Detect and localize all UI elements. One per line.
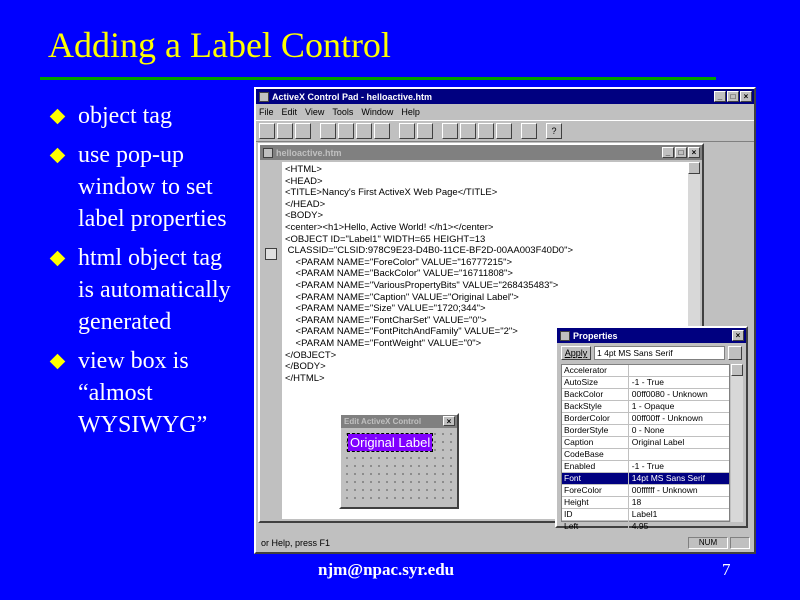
property-value: 4.95	[631, 521, 649, 531]
code-line: <PARAM NAME="BackColor" VALUE="16711808">	[285, 268, 513, 280]
property-name: BorderColor	[562, 413, 629, 424]
menu-edit[interactable]: Edit	[281, 107, 298, 117]
property-builder-button[interactable]	[728, 346, 742, 360]
original-label-control[interactable]: Original Label	[350, 435, 431, 450]
property-row[interactable]	[562, 473, 729, 485]
property-row[interactable]	[562, 389, 729, 401]
paste-icon[interactable]	[356, 123, 372, 139]
property-value: 00ff00ff - Unknown	[631, 413, 703, 423]
bullet-item	[50, 345, 235, 441]
menu-help[interactable]: Help	[401, 107, 420, 117]
code-line: <BODY>	[285, 210, 324, 222]
properties-window	[555, 326, 748, 531]
editor-gutter	[262, 162, 280, 519]
property-row[interactable]	[562, 509, 729, 521]
help-icon[interactable]: ?	[546, 123, 562, 139]
document-titlebar[interactable]	[260, 145, 702, 160]
edit-control-title: Edit ActiveX Control	[344, 417, 422, 426]
app-title: ActiveX Control Pad - helloactive.htm	[272, 91, 433, 102]
code-line: </HTML>	[285, 372, 325, 384]
code-line: <PARAM NAME="FontCharSet" VALUE="0">	[285, 314, 487, 326]
property-row[interactable]	[562, 437, 729, 449]
toolbar	[256, 120, 754, 142]
apply-button[interactable]: Apply	[561, 346, 591, 360]
diamond-bullet-icon	[50, 251, 66, 267]
code-line: </BODY>	[285, 361, 326, 373]
code-line: <PARAM NAME="ForeColor" VALUE="16777215">	[285, 256, 512, 268]
property-value	[629, 365, 729, 376]
app-icon	[259, 92, 269, 102]
bullet-list	[50, 100, 235, 448]
folder-icon[interactable]	[521, 123, 537, 139]
property-row[interactable]	[562, 425, 729, 437]
code-line: CLASSID="CLSID:978C9E23-D4B0-11CE-BF2D-00AA003F40D0">	[285, 245, 574, 257]
bullet-text: html object tag is automatically generated	[78, 245, 231, 335]
bullet-text: object tag	[78, 103, 172, 129]
property-name: BackStyle	[562, 401, 629, 412]
property-row[interactable]	[562, 413, 729, 425]
code-line: </OBJECT>	[285, 349, 337, 361]
properties-close-button[interactable]: ×	[732, 330, 744, 341]
code-line: <HEAD>	[285, 175, 323, 187]
properties-scroll-up-button[interactable]	[731, 364, 743, 376]
property-value: 18	[631, 497, 642, 507]
object-marker-icon[interactable]	[265, 248, 277, 260]
property-name: Font	[562, 473, 629, 484]
property-value: 1 - Opaque	[631, 401, 675, 411]
status-indicator: NUM	[688, 537, 728, 549]
property-value	[629, 449, 729, 460]
property-name: ForeColor	[562, 485, 629, 496]
property-value: -1 - True	[631, 461, 664, 471]
edit-activex-control-window	[339, 413, 459, 509]
doc-minimize-button[interactable]: _	[662, 147, 674, 158]
slide-title: Adding a Label Control	[48, 25, 391, 65]
properties-titlebar[interactable]	[557, 328, 746, 343]
control-icon[interactable]	[442, 123, 458, 139]
menu-file[interactable]: File	[259, 107, 274, 117]
property-name: Enabled	[562, 461, 629, 472]
doc-close-button[interactable]: ×	[688, 147, 700, 158]
property-value: 00ff0080 - Unknown	[631, 389, 708, 399]
property-row[interactable]	[562, 365, 729, 377]
title-divider	[40, 77, 716, 80]
copy-icon[interactable]	[338, 123, 354, 139]
redo-icon[interactable]	[417, 123, 433, 139]
cut-icon[interactable]	[320, 123, 336, 139]
code-line: <OBJECT ID="Label1" WIDTH=65 HEIGHT=13	[285, 233, 486, 245]
property-row[interactable]	[562, 521, 729, 533]
property-row[interactable]	[562, 485, 729, 497]
properties-scrollbar[interactable]	[731, 364, 743, 522]
property-name: BackColor	[562, 389, 629, 400]
property-name: CodeBase	[562, 449, 629, 460]
edit-control-close-button[interactable]: ×	[443, 416, 455, 426]
code-line: </HEAD>	[285, 198, 326, 210]
bullet-item	[50, 242, 235, 338]
code-line: <PARAM NAME="FontPitchAndFamily" VALUE="2">	[285, 326, 518, 338]
property-name: ID	[562, 509, 629, 520]
property-name: BorderStyle	[562, 425, 629, 436]
edit-control-titlebar[interactable]	[341, 415, 457, 428]
property-name: Caption	[562, 437, 629, 448]
document-icon	[263, 148, 273, 158]
property-value: -1 - True	[631, 377, 664, 387]
properties-icon	[560, 331, 570, 341]
status-text: or Help, press F1	[261, 538, 331, 548]
diamond-bullet-icon	[50, 354, 66, 370]
code-line: <HTML>	[285, 164, 322, 175]
maximize-button[interactable]: □	[727, 91, 739, 102]
property-row[interactable]	[562, 497, 729, 509]
property-row[interactable]	[562, 401, 729, 413]
property-name: Left	[562, 521, 629, 532]
bullet-text: use pop-up window to set label properties	[78, 142, 227, 232]
menu-window[interactable]: Window	[361, 107, 394, 117]
menu-view[interactable]: View	[305, 107, 325, 117]
code-line: <PARAM NAME="FontWeight" VALUE="0">	[285, 337, 482, 349]
undo-icon[interactable]	[399, 123, 415, 139]
bullet-item	[50, 100, 235, 132]
property-name: AutoSize	[562, 377, 629, 388]
close-button[interactable]: ×	[740, 91, 752, 102]
property-value-input[interactable]: 1 4pt MS Sans Serif	[594, 346, 725, 360]
save-icon[interactable]	[295, 123, 311, 139]
code-line: <PARAM NAME="VariousPropertyBits" VALUE="268435483">	[285, 279, 559, 291]
bullet-item	[50, 139, 235, 235]
menu-bar	[256, 104, 754, 120]
property-row[interactable]	[562, 377, 729, 389]
property-value: 00ffffff - Unknown	[631, 485, 698, 495]
property-name: Height	[562, 497, 629, 508]
property-value: 14pt MS Sans Serif	[631, 473, 706, 483]
doc-maximize-button[interactable]: □	[675, 147, 687, 158]
menu-tools[interactable]: Tools	[332, 107, 354, 117]
bullet-text: view box is “almost WYSIWYG”	[78, 348, 208, 438]
layout-icon[interactable]	[460, 123, 476, 139]
document-title: helloactive.htm	[276, 147, 342, 158]
status-indicator-blank	[730, 537, 750, 549]
new-file-icon[interactable]	[259, 123, 275, 139]
code-line: <center><h1>Hello, Active World! </h1></center>	[285, 221, 494, 233]
code-line: <PARAM NAME="Size" VALUE="1720;344">	[285, 303, 486, 315]
properties-title: Properties	[573, 330, 618, 341]
page-number: 7	[722, 560, 731, 579]
status-bar	[258, 536, 752, 550]
grid-icon[interactable]	[496, 123, 512, 139]
apply-row	[561, 346, 742, 361]
property-grid	[561, 364, 730, 531]
design-surface[interactable]	[343, 430, 455, 505]
diamond-bullet-icon	[50, 148, 66, 164]
property-row[interactable]	[562, 461, 729, 473]
property-row[interactable]	[562, 449, 729, 461]
footer-email: njm@npac.syr.edu	[318, 560, 455, 579]
diamond-bullet-icon	[50, 109, 66, 125]
property-value: 0 - None	[631, 425, 665, 435]
code-line: <PARAM NAME="Caption" VALUE="Original Label">	[285, 291, 519, 303]
open-folder-icon[interactable]	[277, 123, 293, 139]
app-titlebar[interactable]	[256, 89, 754, 104]
script-icon[interactable]	[478, 123, 494, 139]
delete-icon[interactable]	[374, 123, 390, 139]
code-line: <TITLE>Nancy's First ActiveX Web Page</TITLE>	[285, 187, 498, 199]
property-name: Accelerator	[562, 365, 629, 376]
property-value: Label1	[631, 509, 658, 519]
scroll-up-button[interactable]	[688, 162, 700, 174]
minimize-button[interactable]: _	[714, 91, 726, 102]
property-value: Original Label	[631, 437, 685, 447]
